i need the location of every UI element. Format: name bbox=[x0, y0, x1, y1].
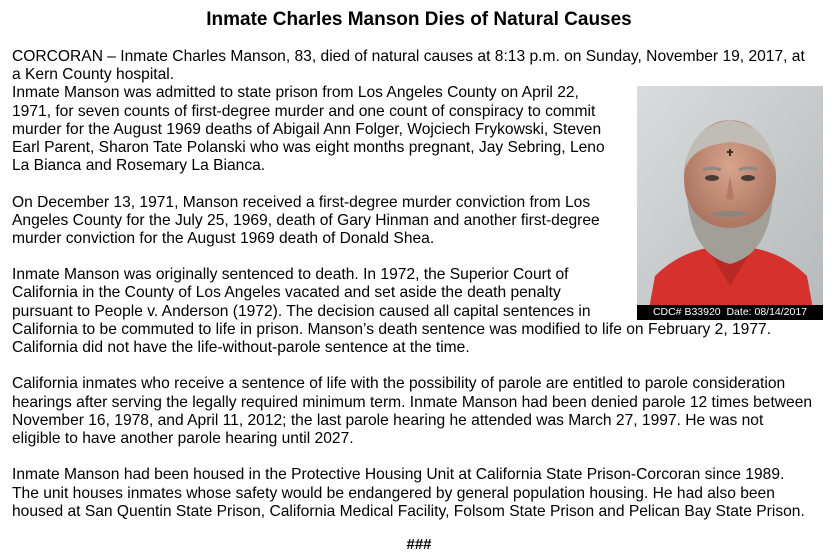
end-mark: ### bbox=[406, 536, 432, 553]
text-line: Earl Parent, Sharon Tate Polanski who was eight months pregnant, Jay Sebring, Leno bbox=[12, 138, 605, 156]
text-line: hearings after serving the legally required minimum term. Inmate Manson had been denied parole 12 times between bbox=[12, 393, 813, 411]
text-line: Inmate Manson was originally sentenced to death. In 1972, the Superior Court of bbox=[12, 266, 569, 284]
text-line: On December 13, 1971, Manson received a first-degree murder conviction from Los bbox=[12, 193, 591, 211]
text-line: La Bianca and Rosemary La Bianca. bbox=[12, 157, 266, 175]
text-line: Angeles County for the July 25, 1969, death of Gary Hinman and another first-degree bbox=[12, 211, 600, 229]
text-line: a Kern County hospital. bbox=[12, 66, 175, 84]
text-line: murder conviction for the August 1969 death of Donald Shea. bbox=[12, 229, 435, 247]
paragraph-gap bbox=[12, 175, 830, 193]
text-line: November 16, 1978, and April 11, 2012; the last parole hearing he attended was March 27, 1997. He was not bbox=[12, 411, 764, 429]
text-line: California did not have the life-without-parole sentence at the time. bbox=[12, 339, 470, 356]
headline: Inmate Charles Manson Dies of Natural Causes bbox=[206, 9, 632, 30]
photo-caption-text: CDC# B33920 Date: 08/14/2017 bbox=[652, 306, 808, 318]
paragraph-1 bbox=[12, 48, 830, 175]
text-line: Inmate Manson had been housed in the Protective Housing Unit at California State Prison-Corcoran since 1989. bbox=[12, 466, 785, 484]
text-line: California to be commuted to life in prison. Manson’s death sentence was modified to life on February 2, 1977. bbox=[12, 320, 772, 338]
text-line: 1971, for seven counts of first-degree murder and one count of conspiracy to commit bbox=[12, 102, 596, 120]
text-line: The unit houses inmates whose safety would be endangered by general population housing. He had also been bbox=[12, 484, 775, 502]
paragraph-gap bbox=[12, 448, 830, 466]
article-body bbox=[12, 48, 830, 521]
paragraph-5 bbox=[12, 466, 830, 521]
text-line: housed at San Quentin State Prison, California Medical Facility, Folsom State Prison and Pelican Bay State Prison. bbox=[12, 502, 805, 520]
text-line: CORCORAN – Inmate Charles Manson, 83, died of natural causes at 8:13 p.m. on Sunday, November 19, 2017, at bbox=[12, 48, 805, 65]
text-line: pursuant to People v. Anderson (1972). The decision caused all capital sentences in bbox=[12, 302, 591, 320]
paragraph-gap bbox=[12, 357, 830, 375]
text-line: California in the County of Los Angeles vacated and set aside the death penalty bbox=[12, 284, 561, 302]
text-line: Inmate Manson was admitted to state prison from Los Angeles County on April 22, bbox=[12, 84, 579, 102]
text-line: murder for the August 1969 deaths of Abigail Ann Folger, Wojciech Frykowski, Steven bbox=[12, 120, 602, 138]
paragraph-3 bbox=[12, 266, 830, 357]
paragraph-4 bbox=[12, 375, 830, 448]
paragraph-2 bbox=[12, 194, 830, 249]
text-line: California inmates who receive a sentence of life with the possibility of parole are entitled to parole consideration bbox=[12, 375, 786, 393]
text-line: eligible to have another parole hearing until 2027. bbox=[12, 429, 354, 447]
paragraph-gap bbox=[12, 248, 830, 266]
